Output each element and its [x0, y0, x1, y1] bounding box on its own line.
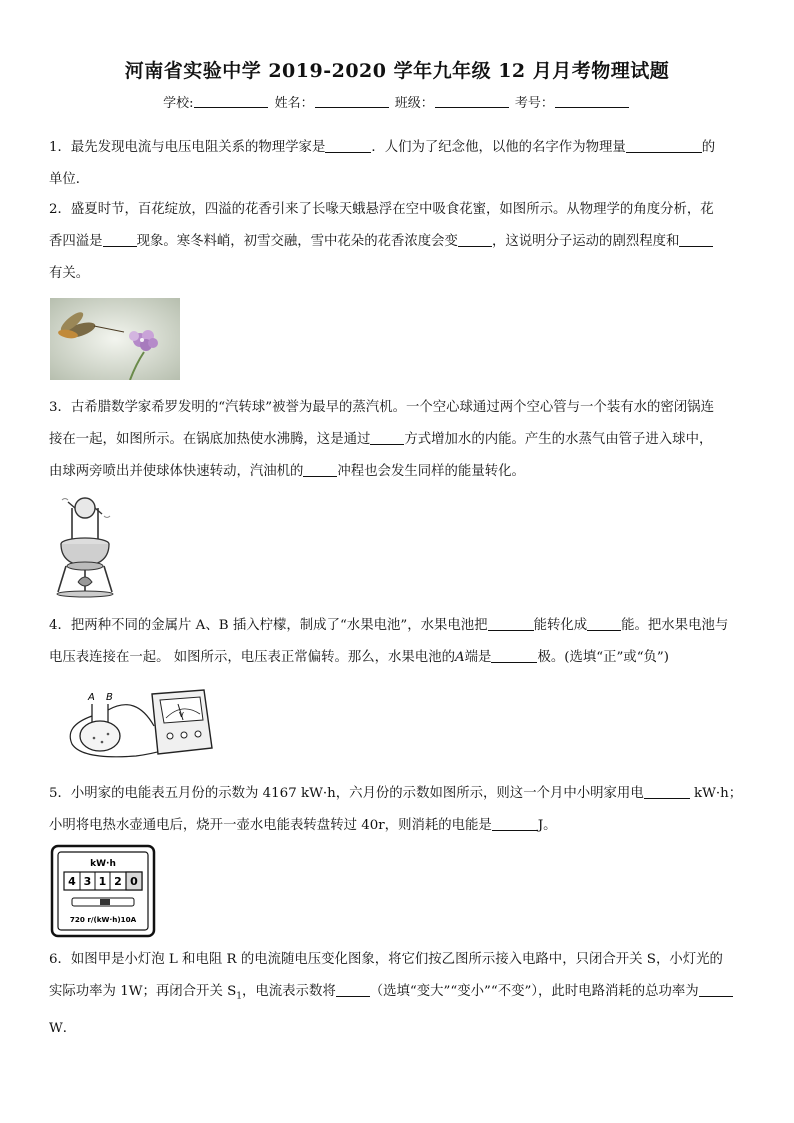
question-5-line-2 — [49, 810, 751, 842]
q3-text-c: 由球两旁喷出并使球体快速转动，汽油机的 — [49, 464, 304, 479]
question-2-line-2 — [49, 226, 751, 258]
name-label: 姓名： — [274, 96, 314, 111]
question-4 — [49, 610, 751, 674]
q1-text-c: 的 — [701, 140, 716, 155]
question-3-line-1: 3．古希腊数学家希罗发明的“汽转球”被誉为最早的蒸汽机。一个空心球通过两个空心管与一个装有水的密闭锅连 — [49, 400, 714, 415]
question-2 — [49, 194, 751, 290]
meter-digit-2: 3 — [83, 875, 92, 888]
q6-text-c: （选填“变大”“变小”“不变”），此时电路消耗的总功率为 — [369, 984, 699, 999]
q6-blank-2[interactable] — [699, 982, 733, 997]
hawkmoth-flower-photo — [50, 298, 180, 380]
question-1 — [49, 132, 751, 196]
question-2-line-3: 有关。 — [49, 266, 90, 281]
q5-text-a: 5．小明家的电能表五月份的示数为 4167 kW·h，六月份的示数如图所示，则这一个月中小明家用电 — [49, 786, 644, 801]
question-6-line-2 — [49, 976, 751, 1013]
q6-blank-1[interactable] — [336, 982, 370, 997]
meter-spec: 720 r/(kW·h)10A — [69, 915, 137, 924]
q3-blank-1[interactable] — [370, 430, 404, 445]
exam-no-blank[interactable] — [555, 95, 629, 108]
question-5 — [49, 778, 751, 842]
q5-text-b: kW·h； — [693, 786, 743, 801]
school-label: 学校: — [163, 96, 194, 111]
q4-text-e: 端是 — [464, 650, 492, 665]
question-1-line-2: 单位． — [49, 172, 90, 187]
fig-label-a: A — [88, 692, 95, 703]
q4-text-b: 能转化成 — [533, 618, 588, 633]
school-blank[interactable] — [194, 95, 268, 108]
q2-text-c: ，这说明分子运动的剧烈程度和 — [491, 234, 680, 249]
q6-text-a: 实际功率为 1W；再闭合开关 S — [49, 984, 237, 999]
q1-text-b: ．人们为了纪念他，以他的名字作为物理量 — [371, 140, 626, 155]
q4-blank-2[interactable] — [587, 616, 621, 631]
q4-text-a: 4．把两种不同的金属片 A、B 插入柠檬，制成了“水果电池”，水果电池把 — [49, 618, 488, 633]
q4-italic-a: A — [454, 650, 465, 665]
q2-text-b: 现象。寒冬料峭，初雪交融，雪中花朵的花香浓度会变 — [136, 234, 458, 249]
fig-label-b: B — [106, 692, 113, 703]
q6-text-b: ，电流表示数将 — [242, 984, 336, 999]
q4-text-f: 极。(选填“正”或“负”) — [537, 650, 670, 665]
meter-digit-5: 0 — [130, 875, 138, 888]
q2-blank-3[interactable] — [679, 232, 713, 247]
meter-digit-1: 4 — [68, 875, 76, 888]
question-2-line-1: 2．盛夏时节，百花绽放，四溢的花香引来了长喙天蛾悬浮在空中吸食花蜜，如图所示。从物理学的角度分析，花 — [49, 202, 714, 217]
page-title: 河南省实验中学 2019-2020 学年九年级 12 月月考物理试题 — [124, 60, 670, 82]
q4-text-d: 电压表连接在一起。 如图所示，电压表正常偏转。那么，水果电池的 — [49, 650, 455, 665]
meter-digit-row — [64, 872, 142, 890]
meter-unit: kW·h — [90, 859, 116, 869]
question-6-line-1: 6．如图甲是小灯泡 L 和电阻 R 的电流随电压变化图象，将它们按乙图所示接入电路中，只闭合开关 S，小灯光的 — [49, 952, 723, 967]
q3-text-d: 冲程也会发生同样的能量转化。 — [337, 464, 525, 479]
question-4-line-2 — [49, 642, 751, 674]
question-6-line-3: W． — [49, 1020, 77, 1036]
question-5-line-1 — [49, 778, 751, 810]
meter-digit-4: 2 — [114, 875, 122, 888]
q3-text-b: 方式增加水的内能。产生的水蒸气由管子进入球中， — [404, 432, 713, 447]
class-label: 班级： — [394, 96, 434, 111]
q3-blank-2[interactable] — [303, 462, 337, 477]
q1-blank-1[interactable] — [325, 138, 371, 153]
q3-text-a: 接在一起，如图所示。在锅底加热使水沸腾，这是通过 — [49, 432, 371, 447]
svg-text:V: V — [179, 711, 184, 719]
meter-digit-3: 1 — [98, 875, 107, 888]
q1-text-a: 1．最先发现电流与电压电阻关系的物理学家是 — [49, 140, 326, 155]
q2-blank-1[interactable] — [103, 232, 137, 247]
electricity-meter-figure — [50, 844, 156, 938]
aeolipile-illustration — [48, 494, 122, 598]
question-3-line-3 — [49, 456, 751, 488]
q4-blank-1[interactable] — [488, 616, 534, 631]
q5-text-d: J。 — [537, 818, 557, 833]
question-6 — [49, 944, 751, 1045]
question-3 — [49, 392, 751, 488]
question-4-line-1 — [49, 610, 751, 642]
q4-text-c: 能。把水果电池与 — [621, 618, 729, 633]
q5-blank-1[interactable] — [644, 784, 690, 799]
student-info-line — [0, 92, 794, 111]
question-1-line-1 — [49, 132, 751, 164]
q4-blank-3[interactable] — [491, 648, 537, 663]
exam-no-label: 考号： — [514, 96, 554, 111]
q1-blank-2[interactable] — [626, 138, 702, 153]
question-3-line-2 — [49, 424, 751, 456]
q2-text-a: 香四溢是 — [49, 234, 103, 249]
class-blank[interactable] — [435, 95, 509, 108]
fruit-battery-voltmeter-diagram — [66, 686, 214, 762]
q5-text-c: 小明将电热水壶通电后，烧开一壶水电能表转盘转过 40r，则消耗的电能是 — [49, 818, 492, 833]
name-blank[interactable] — [315, 95, 389, 108]
q6-subscript: 1 — [236, 991, 242, 1002]
q2-blank-2[interactable] — [458, 232, 492, 247]
q5-blank-2[interactable] — [492, 816, 538, 831]
